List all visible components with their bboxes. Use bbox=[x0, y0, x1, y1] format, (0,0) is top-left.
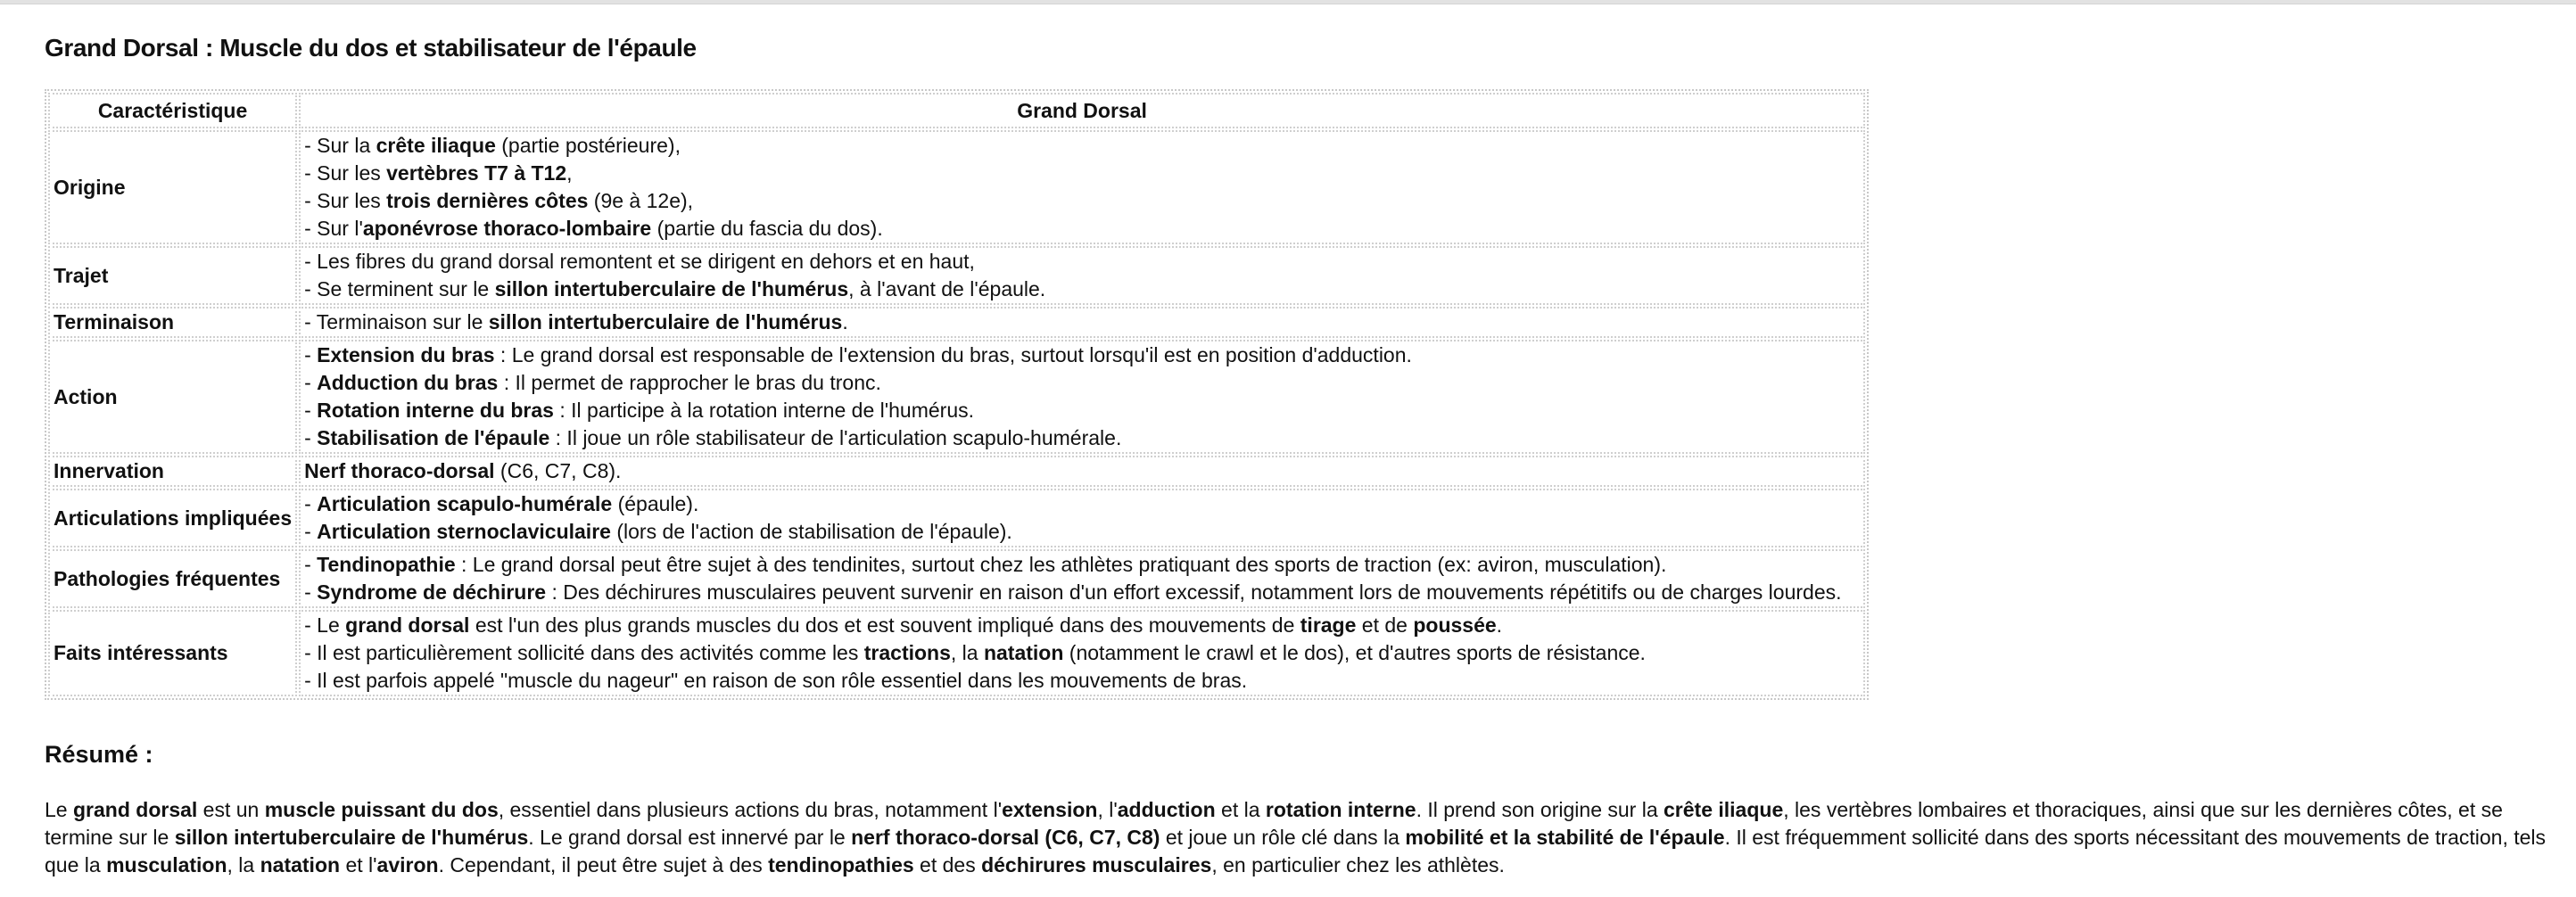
text: - bbox=[304, 426, 318, 449]
row-label: Trajet bbox=[48, 246, 297, 305]
text: (partie du fascia du dos). bbox=[651, 217, 883, 240]
value-line bbox=[304, 667, 1860, 695]
document-body bbox=[45, 30, 2569, 879]
header-caracteristique: Caractéristique bbox=[48, 93, 297, 128]
value-line bbox=[304, 551, 1860, 579]
text: , la bbox=[950, 641, 984, 664]
text: Le bbox=[45, 798, 73, 821]
row-value bbox=[299, 610, 1865, 696]
text: . Il prend son origine sur la bbox=[1416, 798, 1664, 821]
text: - Sur les bbox=[304, 189, 387, 212]
text: (partie postérieure), bbox=[495, 134, 681, 157]
table-header-row bbox=[48, 93, 1865, 128]
bold-text: sillon intertuberculaire de l'humérus bbox=[174, 826, 529, 849]
table-row bbox=[48, 549, 1865, 608]
bold-text: tendinopathies bbox=[768, 853, 914, 876]
text: . Il est fréquemment sollicité dans des sports nécessitant des mouvements de traction, tels que la bbox=[45, 826, 2547, 876]
bold-text: mobilité et la stabilité de l'épaule bbox=[1405, 826, 1725, 849]
text: - bbox=[304, 553, 318, 576]
text: . Le grand dorsal est innervé par le bbox=[528, 826, 852, 849]
value-line bbox=[304, 490, 1860, 518]
text: , les vertèbres lombaires et thoraciques, ainsi que sur les dernières côtes, et se termine sur le bbox=[45, 798, 2503, 849]
value-line bbox=[304, 612, 1860, 639]
text: (C6, C7, C8). bbox=[494, 459, 622, 482]
row-label: Faits intéressants bbox=[48, 610, 297, 696]
text: , bbox=[566, 161, 573, 185]
bold-text: vertèbres T7 à T12 bbox=[386, 161, 567, 185]
row-value bbox=[299, 130, 1865, 244]
bold-text: crête iliaque bbox=[1664, 798, 1784, 821]
bold-text: sillon intertuberculaire de l'humérus bbox=[488, 310, 843, 333]
value-line bbox=[304, 369, 1860, 397]
row-label: Terminaison bbox=[48, 307, 297, 338]
row-value bbox=[299, 489, 1865, 547]
bold-text: déchirures musculaires bbox=[981, 853, 1212, 876]
bold-text: Extension du bras bbox=[317, 343, 495, 366]
row-label: Origine bbox=[48, 130, 297, 244]
bold-text: musculation bbox=[106, 853, 227, 876]
table-row bbox=[48, 130, 1865, 244]
text: : Le grand dorsal peut être sujet à des tendinites, surtout chez les athlètes pratiquant des sports de traction (ex: aviron, musculation). bbox=[455, 553, 1667, 576]
bold-text: Adduction du bras bbox=[317, 371, 499, 394]
bold-text: Tendinopathie bbox=[317, 553, 456, 576]
text: - Se terminent sur le bbox=[304, 277, 495, 300]
text: et des bbox=[913, 853, 982, 876]
text: - bbox=[304, 399, 318, 422]
value-line bbox=[304, 518, 1860, 546]
value-line bbox=[304, 397, 1860, 424]
bold-text: natation bbox=[983, 641, 1064, 664]
value-line bbox=[304, 639, 1860, 667]
text: - bbox=[304, 371, 318, 394]
bold-text: crête iliaque bbox=[376, 134, 496, 157]
bold-text: nerf thoraco-dorsal (C6, C7, C8) bbox=[851, 826, 1160, 849]
text: - bbox=[304, 580, 318, 604]
text: . bbox=[1496, 613, 1503, 637]
text: . bbox=[842, 310, 848, 333]
top-border bbox=[0, 0, 2576, 4]
text: , à l'avant de l'épaule. bbox=[848, 277, 1046, 300]
row-label: Innervation bbox=[48, 456, 297, 487]
bold-text: grand dorsal bbox=[72, 798, 198, 821]
text: (9e à 12e), bbox=[588, 189, 694, 212]
value-line bbox=[304, 579, 1860, 606]
text: , l' bbox=[1097, 798, 1118, 821]
bold-text: Rotation interne du bras bbox=[317, 399, 554, 422]
bold-text: Articulation sternoclaviculaire bbox=[317, 520, 611, 543]
text: - Il est parfois appelé "muscle du nageur" en raison de son rôle essentiel dans les mouvements de bras. bbox=[304, 669, 1248, 692]
value-line bbox=[304, 160, 1860, 187]
bold-text: extension bbox=[1002, 798, 1098, 821]
table-row bbox=[48, 489, 1865, 547]
table-row bbox=[48, 456, 1865, 487]
table-row bbox=[48, 340, 1865, 454]
text: - Les fibres du grand dorsal remontent et se dirigent en dehors et en haut, bbox=[304, 250, 975, 273]
table-row bbox=[48, 307, 1865, 338]
value-line bbox=[304, 187, 1860, 215]
value-line bbox=[304, 248, 1860, 276]
text: - Il est particulièrement sollicité dans des activités comme les bbox=[304, 641, 864, 664]
row-label: Articulations impliquées bbox=[48, 489, 297, 547]
value-line bbox=[304, 276, 1860, 303]
text: (notamment le crawl et le dos), et d'autres sports de résistance. bbox=[1063, 641, 1646, 664]
text: est l'un des plus grands muscles du dos et est souvent impliqué dans des mouvements de bbox=[469, 613, 1300, 637]
text: . Cependant, il peut être sujet à des bbox=[438, 853, 769, 876]
value-line bbox=[304, 132, 1860, 160]
row-label: Action bbox=[48, 340, 297, 454]
table-body bbox=[48, 130, 1865, 696]
bold-text: grand dorsal bbox=[345, 613, 470, 637]
text: - Sur la bbox=[304, 134, 376, 157]
bold-text: Nerf thoraco-dorsal bbox=[304, 459, 495, 482]
bold-text: muscle puissant du dos bbox=[264, 798, 499, 821]
row-value bbox=[299, 307, 1865, 338]
text: : Le grand dorsal est responsable de l'extension du bras, surtout lorsqu'il est en position d'adduction. bbox=[494, 343, 1412, 366]
text: et la bbox=[1215, 798, 1266, 821]
summary-heading: Résumé : bbox=[45, 741, 153, 768]
table-row bbox=[48, 610, 1865, 696]
page-title: Grand Dorsal : Muscle du dos et stabilisateur de l'épaule bbox=[45, 34, 697, 62]
row-label: Pathologies fréquentes bbox=[48, 549, 297, 608]
bold-text: Stabilisation de l'épaule bbox=[317, 426, 550, 449]
bold-text: aponévrose thoraco-lombaire bbox=[362, 217, 652, 240]
text: , la bbox=[227, 853, 260, 876]
text: , essentiel dans plusieurs actions du bras, notamment l' bbox=[498, 798, 1003, 821]
text: : Il joue un rôle stabilisateur de l'articulation scapulo-humérale. bbox=[549, 426, 1122, 449]
text: - bbox=[304, 520, 318, 543]
text: (épaule). bbox=[612, 492, 699, 515]
bold-text: poussée bbox=[1413, 613, 1497, 637]
row-value bbox=[299, 246, 1865, 305]
text: - bbox=[304, 492, 318, 515]
text: : Il permet de rapprocher le bras du tronc. bbox=[498, 371, 881, 394]
value-line bbox=[304, 309, 1860, 336]
table-row bbox=[48, 246, 1865, 305]
text: , en particulier chez les athlètes. bbox=[1211, 853, 1505, 876]
bold-text: aviron bbox=[376, 853, 439, 876]
bold-text: trois dernières côtes bbox=[386, 189, 589, 212]
row-value bbox=[299, 549, 1865, 608]
bold-text: rotation interne bbox=[1265, 798, 1416, 821]
bold-text: tirage bbox=[1300, 613, 1357, 637]
row-value bbox=[299, 340, 1865, 454]
bold-text: Syndrome de déchirure bbox=[317, 580, 547, 604]
bold-text: adduction bbox=[1117, 798, 1216, 821]
bold-text: natation bbox=[260, 853, 341, 876]
text: et de bbox=[1356, 613, 1414, 637]
value-line bbox=[304, 457, 1860, 485]
text: : Il participe à la rotation interne de l'humérus. bbox=[553, 399, 974, 422]
text: - bbox=[304, 343, 318, 366]
text: et joue un rôle clé dans la bbox=[1160, 826, 1406, 849]
text: - Sur l' bbox=[304, 217, 363, 240]
text: et l' bbox=[340, 853, 377, 876]
text: est un bbox=[197, 798, 265, 821]
value-line bbox=[304, 215, 1860, 243]
muscle-table bbox=[45, 89, 1869, 700]
bold-text: Articulation scapulo-humérale bbox=[317, 492, 613, 515]
text: - Terminaison sur le bbox=[304, 310, 489, 333]
header-grand-dorsal: Grand Dorsal bbox=[299, 93, 1865, 128]
text: - Sur les bbox=[304, 161, 387, 185]
text: : Des déchirures musculaires peuvent survenir en raison d'un effort excessif, notamment lors de mouvements répétitifs ou de charges lourdes. bbox=[546, 580, 1842, 604]
value-line bbox=[304, 342, 1860, 369]
text: (lors de l'action de stabilisation de l'épaule). bbox=[610, 520, 1012, 543]
bold-text: tractions bbox=[863, 641, 951, 664]
row-value bbox=[299, 456, 1865, 487]
value-line bbox=[304, 424, 1860, 452]
summary-paragraph bbox=[45, 796, 2560, 879]
text: - Le bbox=[304, 613, 346, 637]
bold-text: sillon intertuberculaire de l'humérus bbox=[494, 277, 849, 300]
